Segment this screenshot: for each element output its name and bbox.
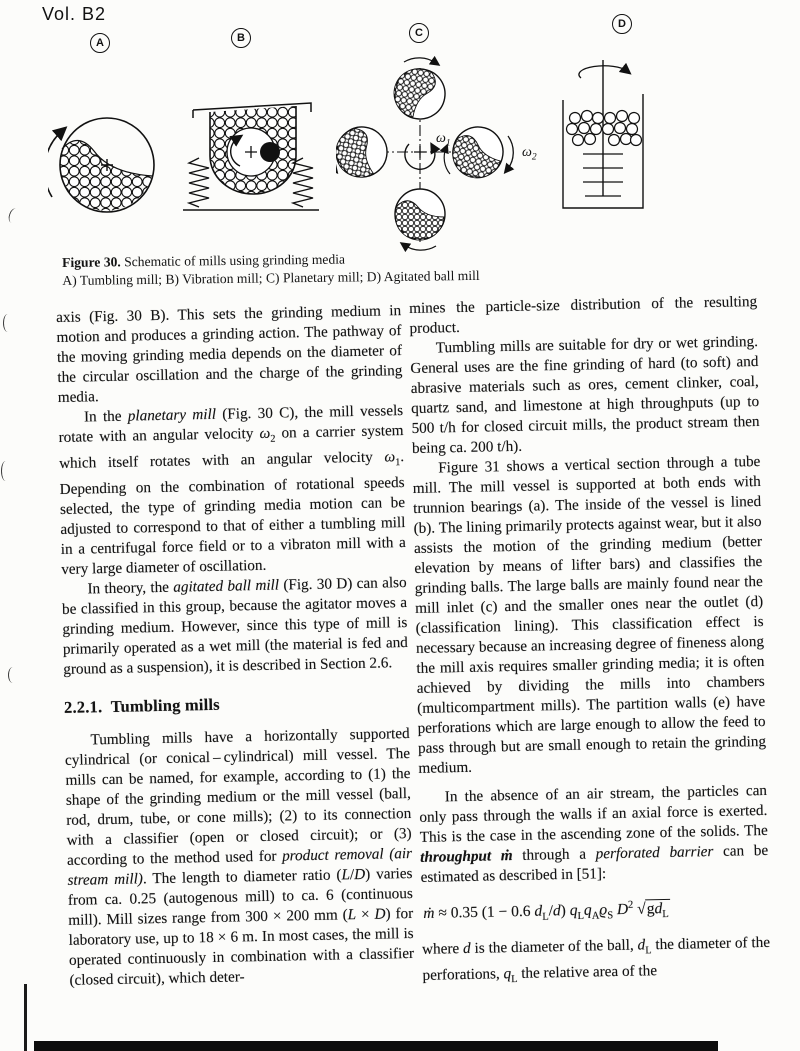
spring-left: [189, 158, 209, 207]
paragraph: mines the particle-size distribution of the resulting product.: [409, 293, 758, 337]
grinding-balls: [567, 111, 642, 146]
scan-edge-line: [24, 984, 27, 1051]
paragraph: where d is the diameter of the ball, $d_L$ the diameter of the perforations, $q_L$ the relative area of the: [421, 934, 771, 986]
volume-header: Vol. B2: [42, 4, 107, 24]
right-column: [409, 292, 771, 992]
figure-caption: [62, 246, 682, 289]
scan-edge-bar: [34, 1041, 718, 1051]
planetary-mill-diagram: [336, 56, 546, 254]
panel-label-c: C: [409, 23, 429, 43]
scan-artifact: [7, 207, 19, 224]
tumbling-mill-diagram: [48, 103, 166, 225]
section-heading: 2.2.1. Tumbling mills: [63, 694, 220, 717]
omega2-label: $\omega_2$: [522, 145, 537, 163]
figure-caption-title: Schematic of mills using grinding media: [124, 251, 346, 270]
paragraph: Tumbling mills are suitable for dry or wet grinding. General uses are the fine grinding of hard (to soft) and abrasive materials such as ores, cement clinker, coal, quartz sand, and limestone at high throughputs (up to 500 t/h for closed circuit mills, the product stream then being ca. 200 t/h).: [410, 333, 760, 457]
omega1-label: $\omega_1$: [436, 131, 451, 149]
panel-label-d: D: [612, 14, 632, 34]
scan-artifact: [3, 314, 11, 332]
paragraph: Tumbling mills have a horizontally supported cylindrical (or conical – cylindrical) mill vessel. The mills can be named, for example, according to (1) the shape of the grinding medium or the mill vessel (ball, rod, drum, tube, or cone mills); (2) to its connection with a classifier (open or closed circuit); or (3) according to the method used for product removal (air stream mill). The length to diameter ratio (L/D) varies from ca. 0.25 (autogenous mill) to ca. 6 (continuous mill). Mill sizes range from 300 × 200 mm (L × D) for laboratory use, up to 18 × 6 m. In most cases, the mill is operated continuously in combination with a classifier (closed circuit), which deter-: [64, 725, 415, 989]
scan-artifact: [8, 667, 16, 683]
panel-label-a: A: [90, 33, 110, 53]
paragraph: Figure 31 shows a vertical section through a tube mill. The mill vessel is supported at both ends with trunnion bearings (a). The inside of the vessel is lined (b). The lining primarily protects against wear, but it also assists the motion of the grinding medium (better elevation by means of lifter bars) and classifies the grinding balls. The large balls are mainly found near the mill inlet (c) and the smaller ones near the outlet (d) (classification lining). This classification effect is necessary because an increasing degree of fineness along the mill axis requires smaller grinding media; it is often achieved by dividing the mills into chambers (multicompartment mills). The partition walls (e) have perforations which are large enough to allow the feed to pass through but are small enough to retain the grinding medium.: [412, 452, 767, 777]
vibration-mill-diagram: [183, 86, 319, 218]
figure-caption-legend: A) Tumbling mill; B) Vibration mill; C) Planetary mill; D) Agitated ball mill: [62, 267, 480, 288]
agitated-ball-mill-diagram: [549, 56, 657, 218]
figure-caption-number: Figure 30.: [62, 254, 121, 270]
left-column: [56, 301, 415, 991]
panel-label-b: B: [231, 28, 251, 48]
paragraph: In the planetary mill (Fig. 30 C), the mill vessels rotate with an angular velocity $\omega_2$ on a carrier system which itself rotates with an angular velocity $\omega_1$. Depending on the combination of rotational speeds selected, the type of grinding media motion can be adjusted to correspond to that of either a tumbling mill in a centrifugal force field or to a vibraton mill with a very large diameter of oscillation.: [58, 402, 406, 579]
scan-artifact: [1, 461, 9, 481]
paragraph: axis (Fig. 30 B). This sets the grinding medium in motion and produces a grinding action. The pathway of the moving grinding media depends on the diameter of the circular oscillation and the charge of the grinding media.: [56, 302, 403, 406]
spring-right: [293, 158, 313, 207]
eccentric-mass: [260, 142, 280, 162]
paragraph: In the absence of an air stream, the particles can only pass through the walls if an axial force is exerted. This is the case in the ascending zone of the solids. The throughput ṁ through a perforated barrier can be estimated as described in [51]:: [419, 781, 769, 886]
throughput-formula: ṁ ≈ 0.35 (1 − 0.6 $d_L/d$) $q_Lq_Aϱ_S$ $D^2$ $√gd_L$: [423, 899, 669, 923]
paragraph: In theory, the agitated ball mill (Fig. 30 D) can also be classified in this group, because the agitator moves a grinding medium. However, since this type of mill is primarily operated as a wet mill (the material is fed and ground as a suspension), it is described in Section 2.6.: [61, 574, 408, 678]
